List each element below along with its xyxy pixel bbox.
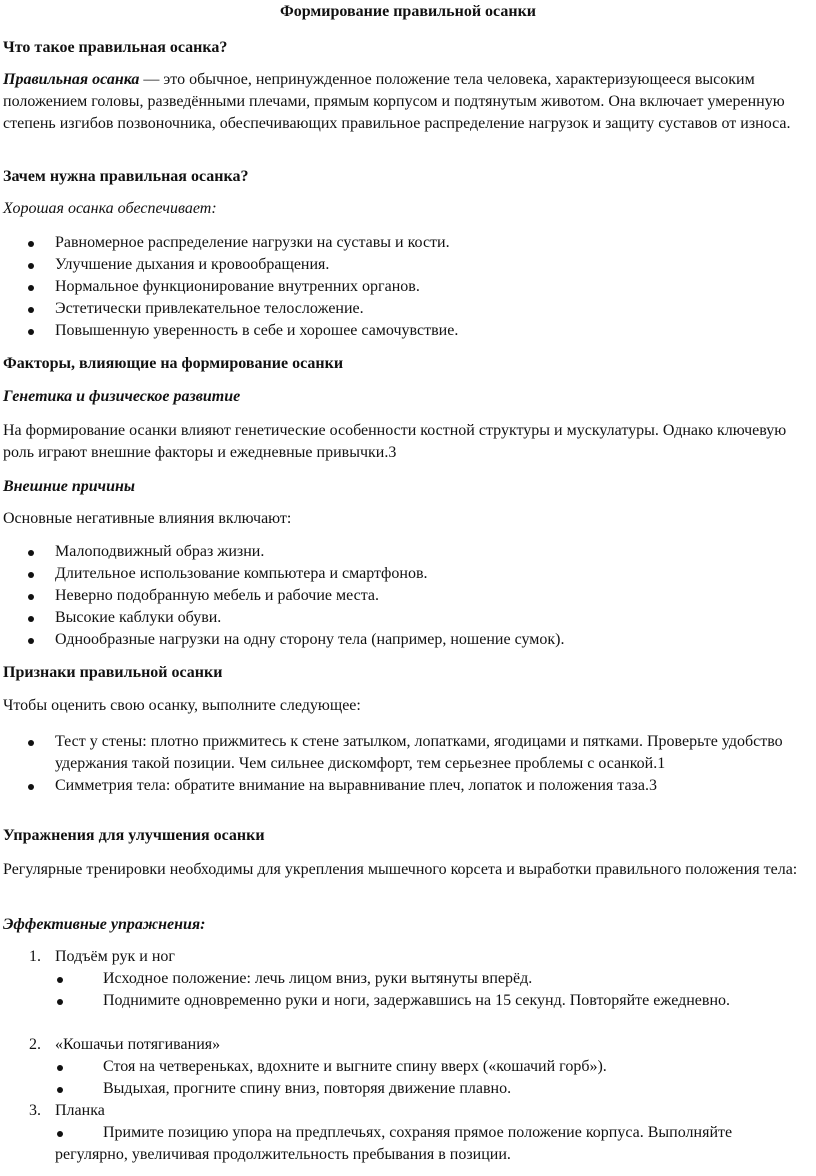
definition-text: — это обычное, непринужденное положение тела человека, характеризующееся высоким положением головы, разведёнными плечами, прямым корпусом и подтянутым животом. Она включает умеренную степень изгибов позвоночника, обеспечивающих правильное распределение нагрузок и защиту суставов от износа. [3, 71, 791, 132]
exercises-intro: Регулярные тренировки необходимы для укрепления мышечного корсета и выработки правильного положения тела: [3, 861, 798, 878]
exercise-name: Планка [55, 1102, 105, 1119]
bullet-icon [28, 329, 34, 335]
list-item-text: Улучшение дыхания и кровообращения. [55, 256, 330, 273]
bullet-icon [57, 1131, 63, 1137]
exercise-step [55, 1078, 745, 1100]
exercise-step-text: Примите позицию упора на предплечьях, сохраняя прямое положение корпуса. Выполняйте регулярно, увеличивая продолжительность пребывания в позиции. [55, 1124, 733, 1163]
bullet-icon [28, 784, 34, 790]
list-item-text: Тест у стены: плотно прижмитесь к стене затылком, лопатками, ягодицами и пятками. Проверьте удобство удержания такой позиции. Чем сильнее дискомфорт, тем серьезнее проблемы с осанкой.1 [55, 733, 783, 772]
list-item [0, 320, 812, 342]
bullet-icon [28, 616, 34, 622]
signs-intro: Чтобы оценить свою осанку, выполните следующее: [3, 697, 361, 714]
negative-factors-list [0, 541, 812, 651]
exercise-step-text: Выдыхая, прогните спину вниз, повторяя движение плавно. [103, 1080, 512, 1097]
list-item-text: Симметрия тела: обратите внимание на выравнивание плеч, лопаток и положения таза.3 [55, 777, 657, 794]
heading-why-posture: Зачем нужна правильная осанка? [3, 168, 249, 185]
list-item-text: Неверно подобранную мебель и рабочие места. [55, 587, 379, 604]
list-item [0, 607, 812, 629]
exercise-number: 3. [29, 1102, 41, 1119]
bullet-icon [28, 263, 34, 269]
exercise-name: «Кошачьи потягивания» [55, 1036, 221, 1053]
list-item [0, 585, 812, 607]
external-causes-intro: Основные негативные влияния включают: [3, 510, 292, 527]
list-item [0, 731, 812, 775]
list-item [0, 563, 812, 585]
heading-factors: Факторы, влияющие на формирование осанки [3, 355, 344, 372]
list-item [0, 298, 812, 320]
bullet-icon [28, 638, 34, 644]
bullet-icon [28, 572, 34, 578]
exercise-number: 2. [29, 1036, 41, 1053]
bullet-icon [57, 1065, 63, 1071]
bullet-icon [28, 594, 34, 600]
heading-what-is-posture: Что такое правильная осанка? [3, 39, 228, 56]
genetics-paragraph: На формирование осанки влияют генетические особенности костной структуры и мускулатуры. Однако ключевую роль играют внешние факторы и ежедневные привычки.3 [3, 422, 787, 461]
list-item-text: Малоподвижный образ жизни. [55, 543, 265, 560]
list-item-text: Повышенную уверенность в себе и хорошее самочувствие. [55, 322, 459, 339]
heading-signs: Признаки правильной осанки [3, 664, 223, 681]
exercise-step-text: Исходное положение: лечь лицом вниз, руки вытянуты вперёд. [103, 970, 533, 987]
subheading-effective-exercises: Эффективные упражнения: [3, 916, 206, 933]
bullet-icon [57, 977, 63, 983]
bullet-icon [28, 241, 34, 247]
exercise-step [55, 968, 745, 990]
list-item [0, 276, 812, 298]
document-title: Формирование правильной осанки [280, 3, 536, 20]
list-item-text: Высокие каблуки обуви. [55, 609, 222, 626]
signs-list [0, 731, 812, 797]
definition-paragraph [3, 69, 811, 135]
bullet-icon [28, 307, 34, 313]
list-item-text: Эстетически привлекательное телосложение. [55, 300, 364, 317]
list-item-text: Однообразные нагрузки на одну сторону тела (например, ношение сумок). [55, 631, 565, 648]
list-item [0, 629, 812, 651]
exercise-step-text: Поднимите одновременно руки и ноги, задержавшись на 15 секунд. Повторяйте ежедневно. [103, 992, 730, 1009]
heading-exercises: Упражнения для улучшения осанки [3, 827, 265, 844]
bullet-icon [57, 1087, 63, 1093]
list-item [0, 232, 812, 254]
benefits-list [0, 232, 812, 342]
exercise-number: 1. [29, 948, 41, 965]
bullet-icon [28, 740, 34, 746]
bullet-icon [57, 999, 63, 1005]
definition-term: Правильная осанка [3, 71, 140, 88]
exercise-step-text: Стоя на четвереньках, вдохните и выгните спину вверх («кошачий горб»). [103, 1058, 607, 1075]
list-item [0, 775, 812, 797]
exercise-step [55, 1056, 745, 1078]
bullet-icon [28, 285, 34, 291]
exercise-name: Подъём рук и ног [55, 948, 175, 965]
subheading-external-causes: Внешние причины [3, 478, 135, 495]
list-item [0, 541, 812, 563]
benefits-intro: Хорошая осанка обеспечивает: [3, 200, 217, 217]
list-item-text: Нормальное функционирование внутренних органов. [55, 278, 420, 295]
exercise-step [55, 1122, 745, 1166]
list-item-text: Длительное использование компьютера и смартфонов. [55, 565, 428, 582]
exercise-step [55, 990, 745, 1012]
subheading-genetics: Генетика и физическое развитие [3, 388, 241, 405]
list-item [0, 254, 812, 276]
bullet-icon [28, 550, 34, 556]
list-item-text: Равномерное распределение нагрузки на суставы и кости. [55, 234, 450, 251]
